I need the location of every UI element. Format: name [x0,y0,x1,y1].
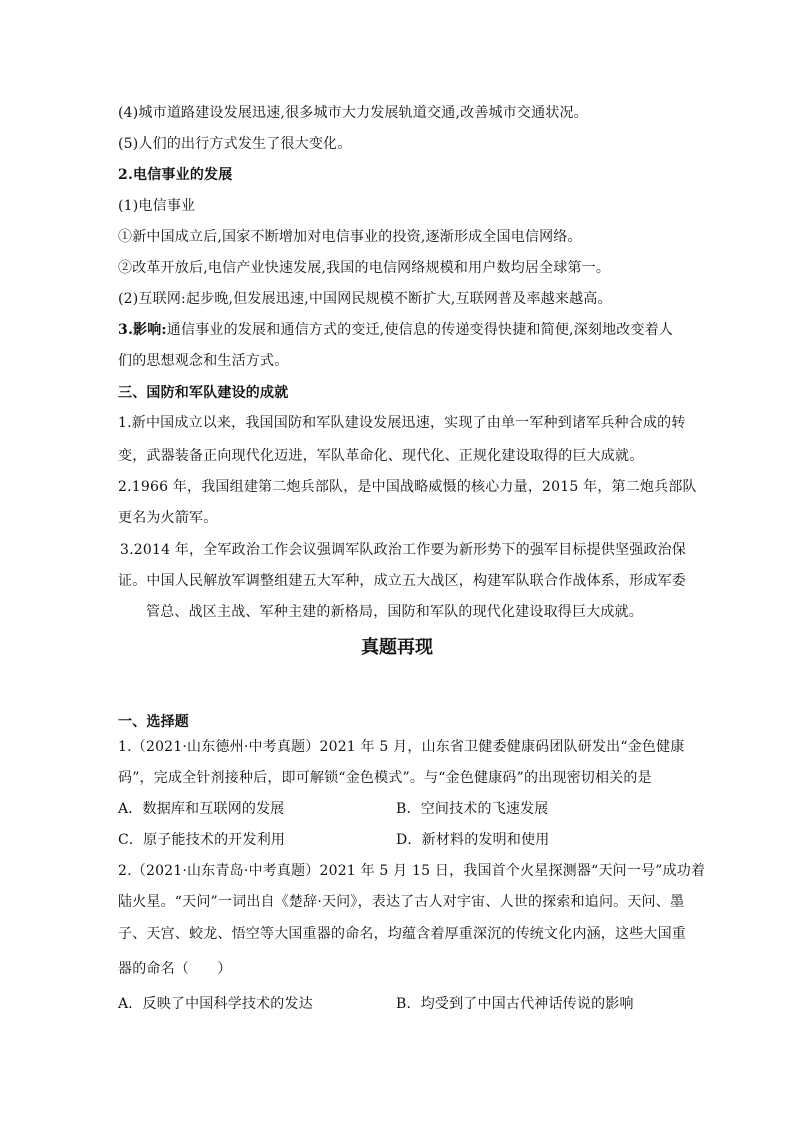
q1-option-a: A．数据库和互联网的发展 [118,801,285,817]
q1-option-c: C．原子能技术的开发利用 [118,832,286,848]
telecom-point-1: ①新中国成立后,国家不断增加对电信事业的投资,逐渐形成全国电信网络。 [118,229,582,245]
telecom-sub-2: (2)互联网:起步晚,但发展迅速,中国网民规模不断扩大,互联网普及率越来越高。 [118,291,612,307]
q1-option-d: D．新材料的发明和使用 [396,832,550,848]
q1-option-b: B．空间技术的飞速发展 [396,801,549,817]
defense-p3-line-1: 3.2014 年，全军政治工作会议强调军队政治工作要为新形势下的强军目标提供坚强政治保 [120,542,687,558]
defense-p2-line-2: 更名为火箭军。 [118,510,218,526]
q2-line-3: 子、天宫、蛟龙、悟空等大国重器的命名，均蕴含着厚重深沉的传统文化内涵，这些大国重 [118,926,686,942]
telecom-impact-line-1 [118,320,673,340]
defense-p2-line-1: 2.1966 年，我国组建第二炮兵部队，是中国战略威慑的核心力量，2015 年，第二炮兵部队 [118,479,697,495]
defense-p3-line-2: 证。中国人民解放军调整组建五大军种，成立五大战区，构建军队联合作战体系，形成军委 [118,573,686,589]
telecom-impact-line-2: 们的思想观念和生活方式。 [118,353,289,369]
transport-item-4: (4)城市道路建设发展迅速,很多城市大力发展轨道交通,改善城市交通状况。 [118,105,588,121]
q2-option-b: B．均受到了中国古代神话传说的影响 [396,996,634,1012]
telecom-heading: 2.电信事业的发展 [118,167,233,183]
impact-label: 3.影响: [118,322,167,338]
defense-p1-line-2: 变，武器装备正向现代化迈进，军队革命化、现代化、正规化建设取得的巨大成就。 [118,448,644,464]
q1-line-1: 1.（2021·山东德州·中考真题）2021 年 5 月，山东省卫健委健康码团队研发出“金色健康 [118,739,685,755]
telecom-sub-1: (1)电信事业 [118,198,196,214]
q2-line-2: 陆火星。“天问”一词出自《楚辞·天问》，表达了古人对宇宙、人世的探索和追问。天问、墨 [118,894,685,910]
transport-item-5: (5)人们的出行方式发生了很大变化。 [118,136,352,152]
q2-line-1: 2.（2021·山东青岛·中考真题）2021 年 5 月 15 日，我国首个火星探测器“天问一号”成功着 [118,863,706,879]
defense-p1-line-1: 1.新中国成立以来，我国国防和军队建设发展迅速，实现了由单一军种到诸军兵种合成的转 [118,415,686,431]
q1-line-2: 码”，完成全针剂接种后，即可解锁“金色模式”。与“金色健康码”的出现密切相关的是 [118,770,652,786]
defense-heading: 三、国防和军队建设的成就 [118,385,289,401]
q2-line-4: 器的命名（ ） [118,961,232,977]
impact-text: 通信事业的发展和通信方式的变迁,使信息的传递变得快捷和简便,深刻地改变着人 [166,322,674,338]
telecom-point-2: ②改革开放后,电信产业快速发展,我国的电信网络规模和用户数均居全球第一。 [118,260,611,276]
q2-option-a: A．反映了中国科学技术的发达 [118,996,313,1012]
quiz-heading: 一、选择题 [118,714,189,730]
section-title: 真题再现 [361,637,433,658]
defense-p3-line-3: 管总、战区主战、军种主建的新格局，国防和军队的现代化建设取得巨大成就。 [146,604,643,620]
